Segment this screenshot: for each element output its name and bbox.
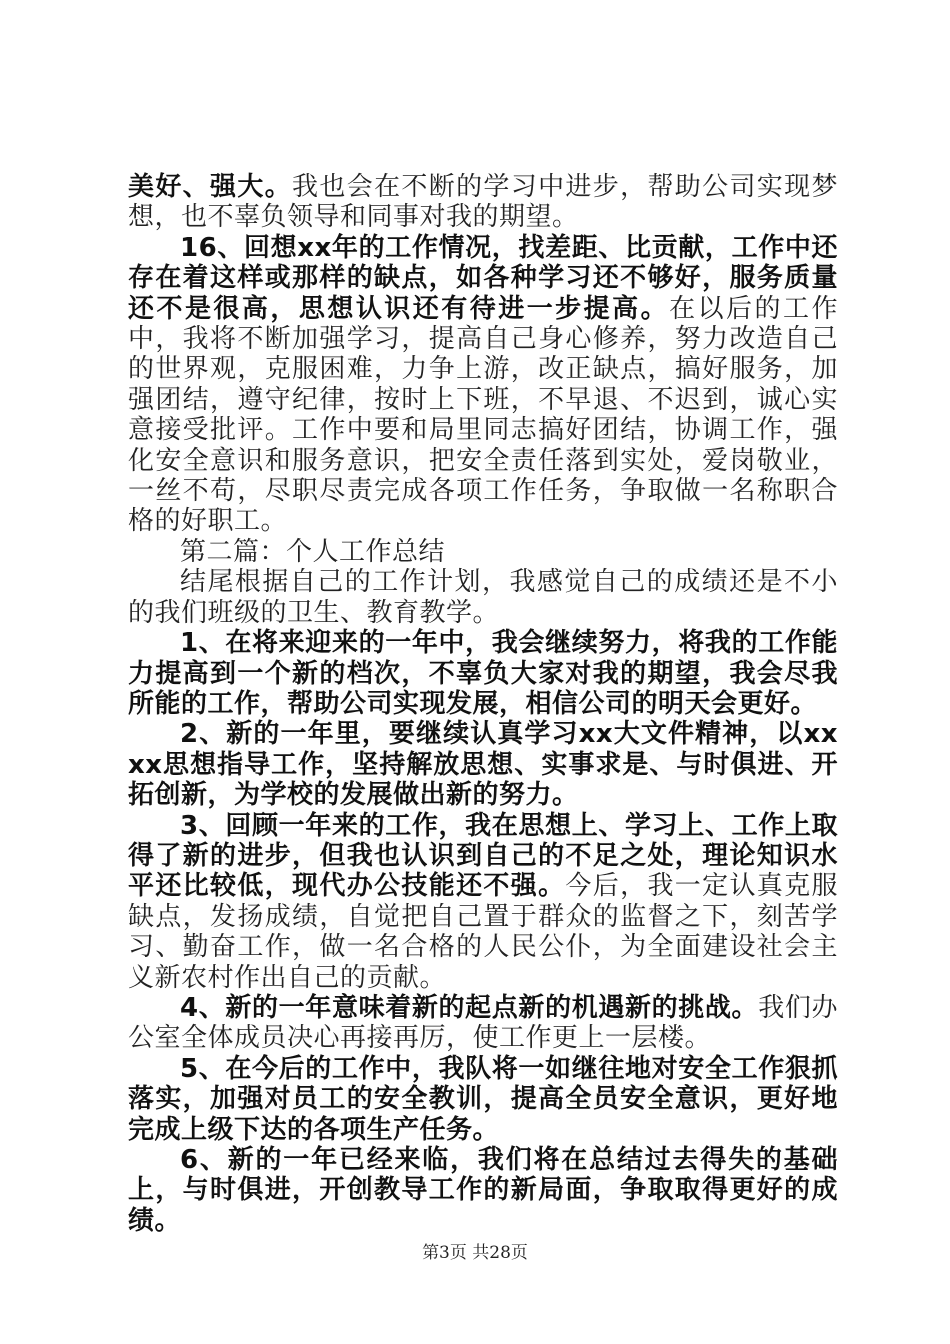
paragraph (128, 628, 838, 719)
paragraph-text-segment: 在以后的工作中，我将不断加强学习，提高自己身心修养，努力改造自己的世界观，克服困难，力争上游，改正缺点，搞好服务，加强团结，遵守纪律，按时上下班，不早退、不迟到，诚心实意接受批评。工作中要和局里同志搞好团结，协调工作，强化安全意识和服务意识，把安全责任落到实处，爱岗敬业，一丝不苟，尽职尽责完成各项工作任务，争取做一名称职合格的好职工。 (128, 293, 838, 537)
paragraph-text-segment: 我们办公室全体成员决心再接再厉，使工作更上一层楼。 (128, 992, 838, 1054)
paragraph-text-segment: 2、新的一年里，要继续认真学习xx大文件精神，以xxxx思想指导工作，坚持解放思想、实事求是、与时俱进、开拓创新，为学校的发展做出新的努力。 (128, 719, 838, 811)
document-body (128, 172, 838, 1236)
paragraph (128, 172, 838, 233)
paragraph (128, 993, 838, 1054)
paragraph-text-segment: 3、回顾一年来的工作，我在思想上、学习上、工作上取得了新的进步，但我也认识到自己的不足之处，理论知识水平还比较低，现代办公技能还不强。 (128, 810, 838, 902)
paragraph-text-segment: 第二篇：个人工作总结 (180, 536, 446, 567)
paragraph-text-segment: 美好、强大。 (128, 172, 293, 202)
paragraph-text-segment: 1、在将来迎来的一年中，我会继续努力，将我的工作能力提高到一个新的档次，不辜负大家对我的期望，我会尽我所能的工作，帮助公司实现发展，相信公司的明天会更好。 (128, 628, 838, 719)
paragraph-text-segment: 今后，我一定认真克服缺点，发扬成绩，自觉把自己置于群众的监督之下，刻苦学习、勤奋工作，做一名合格的人民公仆，为全面建设社会主义新农村作出自己的贡献。 (128, 871, 838, 993)
page-footer: 第3页 共28页 (422, 1243, 528, 1263)
paragraph-text-segment: 16、回想xx年的工作情况，找差距、比贡献，工作中还存在着这样或那样的缺点，如各种学习还不够好，服务质量还不是很高，思想认识还有待进一步提高。 (128, 232, 838, 324)
paragraph-text-segment: 结尾根据自己的工作计划，我感觉自己的成绩还是不小的我们班级的卫生、教育教学。 (128, 567, 838, 628)
paragraph (128, 537, 838, 567)
paragraph (128, 1054, 838, 1145)
paragraph (128, 1145, 838, 1236)
paragraph (128, 811, 838, 993)
paragraph-text-segment: 4、新的一年意味着新的起点新的机遇新的挑战。 (180, 992, 759, 1023)
paragraph (128, 567, 838, 628)
paragraph-text-segment: 5、在今后的工作中，我队将一如继往地对安全工作狠抓落实，加强对员工的安全教训，提高全员安全意识，更好地完成上级下达的各项生产任务。 (128, 1053, 838, 1145)
paragraph (128, 719, 838, 810)
paragraph-text-segment: 6、新的一年已经来临，我们将在总结过去得失的基础上，与时俱进，开创教导工作的新局面，争取取得更好的成绩。 (128, 1145, 838, 1236)
paragraph (128, 233, 838, 537)
paragraph-text-segment: 我也会在不断的学习中进步，帮助公司实现梦想，也不辜负领导和同事对我的期望。 (128, 172, 838, 233)
